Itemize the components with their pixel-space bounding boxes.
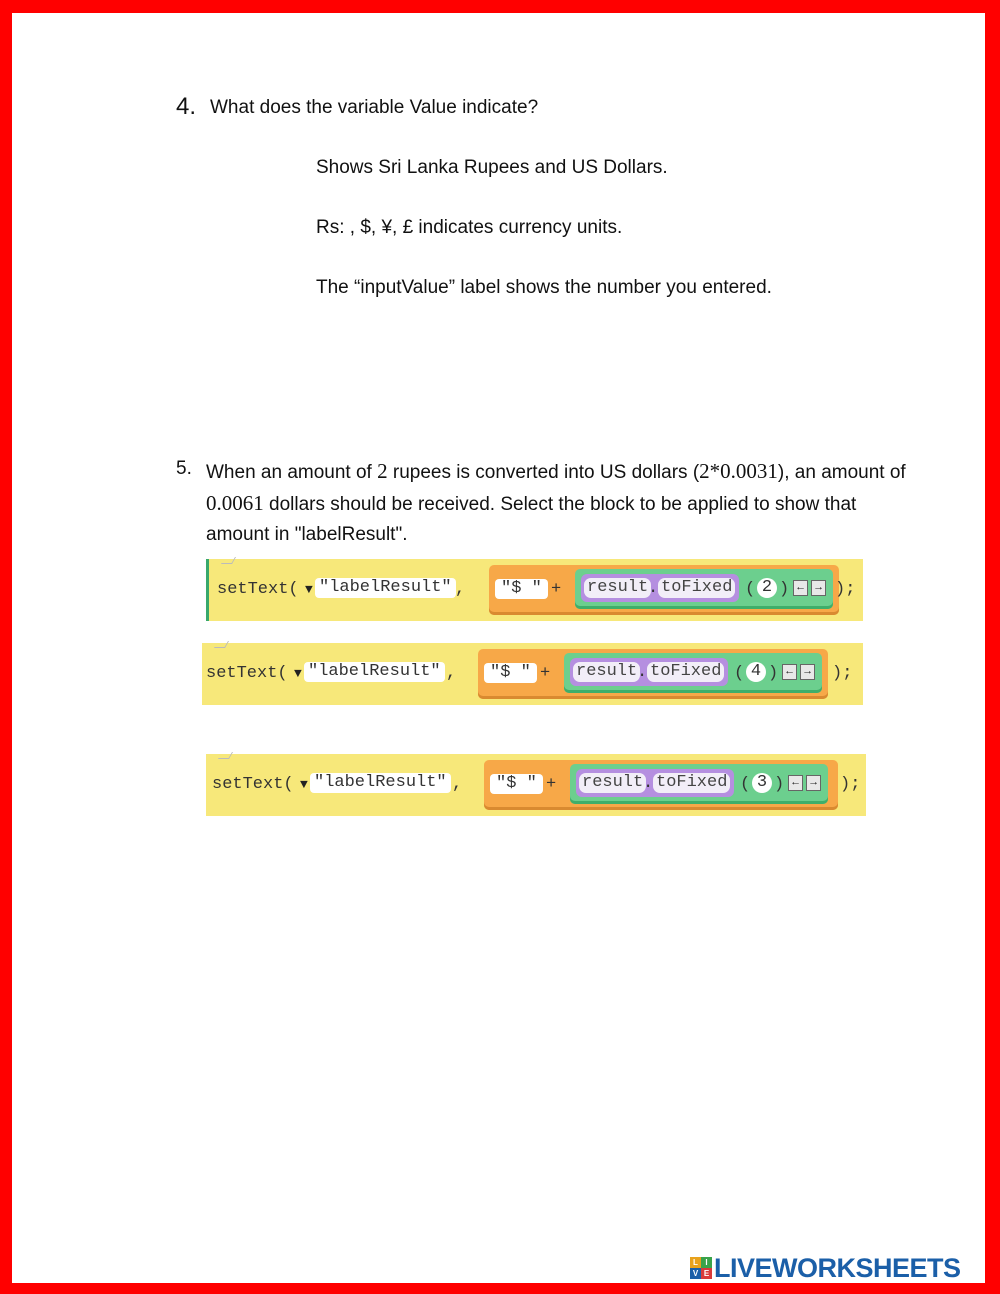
label-target-string: "labelResult" bbox=[315, 578, 456, 598]
tofixed-method: toFixed bbox=[658, 578, 735, 598]
code-block-option-2[interactable] bbox=[202, 643, 863, 705]
answer-line-1: Shows Sri Lanka Rupees and US Dollars. bbox=[316, 157, 668, 178]
decimal-digits: 3 bbox=[752, 773, 772, 793]
statement-end: ); bbox=[832, 664, 853, 683]
liveworksheets-logo[interactable] bbox=[690, 1252, 961, 1283]
question-5-part: dollars should be received. Select the block to be applied to show that amount in "labelResult". bbox=[206, 494, 857, 545]
liveworksheets-logo-icon: L I V E bbox=[690, 1257, 712, 1279]
plus-operator: + bbox=[551, 580, 562, 599]
property-block bbox=[570, 658, 728, 686]
code-block-option-3[interactable] bbox=[206, 754, 866, 816]
amount-value: 2 bbox=[377, 459, 388, 483]
tofixed-block bbox=[564, 653, 822, 693]
tofixed-method: toFixed bbox=[647, 662, 724, 682]
question-4-text: What does the variable Value indicate? bbox=[210, 97, 539, 118]
comma: , bbox=[446, 664, 457, 683]
logo-text: LIVEWORKSHEETS bbox=[714, 1252, 961, 1283]
result-variable: result bbox=[579, 773, 646, 793]
concat-block bbox=[484, 760, 838, 810]
question-4-number: 4. bbox=[176, 93, 197, 120]
dollar-string: "$ " bbox=[484, 663, 537, 683]
settext-label: setText( bbox=[212, 775, 294, 794]
statement-end: ); bbox=[835, 580, 856, 599]
arrow-right-icon[interactable]: → bbox=[811, 580, 826, 596]
question-5-part: When an amount of bbox=[206, 462, 378, 483]
dollar-string: "$ " bbox=[490, 774, 543, 794]
answer-line-2: Rs: , $, ¥, £ indicates currency units. bbox=[316, 217, 623, 238]
code-block-option-1[interactable] bbox=[206, 559, 863, 621]
dot: . bbox=[643, 774, 654, 793]
decimal-digits: 4 bbox=[746, 662, 766, 682]
tofixed-block bbox=[575, 569, 833, 609]
label-target-string: "labelResult" bbox=[310, 773, 451, 793]
property-block bbox=[581, 574, 739, 602]
paren-open: ( bbox=[740, 775, 751, 794]
arrow-right-icon[interactable]: → bbox=[800, 664, 815, 680]
paren-close: ) bbox=[774, 775, 785, 794]
comma: , bbox=[455, 580, 466, 599]
arrow-left-icon[interactable]: ← bbox=[788, 775, 803, 791]
answer-line-3: The “inputValue” label shows the number you entered. bbox=[316, 277, 772, 298]
question-5-text bbox=[206, 456, 906, 550]
arrow-left-icon[interactable]: ← bbox=[793, 580, 808, 596]
result-variable: result bbox=[573, 662, 640, 682]
question-5-part: ), an amount of bbox=[777, 462, 906, 483]
block-notch bbox=[221, 557, 236, 564]
dropdown-triangle-icon[interactable]: ▼ bbox=[305, 582, 313, 597]
tofixed-method: toFixed bbox=[653, 773, 730, 793]
dropdown-triangle-icon[interactable]: ▼ bbox=[300, 777, 308, 792]
worksheet-page bbox=[12, 13, 985, 1283]
label-target-string: "labelResult" bbox=[304, 662, 445, 682]
tofixed-block bbox=[570, 764, 828, 804]
paren-open: ( bbox=[734, 664, 745, 683]
plus-operator: + bbox=[546, 775, 557, 794]
statement-end: ); bbox=[840, 775, 861, 794]
concat-block bbox=[489, 565, 839, 615]
concat-block bbox=[478, 649, 828, 699]
property-block bbox=[576, 769, 734, 797]
question-5-part: rupees is converted into US dollars ( bbox=[387, 462, 700, 483]
paren-close: ) bbox=[768, 664, 779, 683]
block-notch bbox=[214, 641, 229, 648]
settext-label: setText( bbox=[217, 580, 299, 599]
dropdown-triangle-icon[interactable]: ▼ bbox=[294, 666, 302, 681]
decimal-digits: 2 bbox=[757, 578, 777, 598]
dollar-string: "$ " bbox=[495, 579, 548, 599]
result-value: 0.0061 bbox=[206, 491, 264, 515]
dot: . bbox=[637, 663, 648, 682]
question-5-number: 5. bbox=[176, 458, 192, 479]
settext-label: setText( bbox=[206, 664, 288, 683]
result-variable: result bbox=[584, 578, 651, 598]
dot: . bbox=[648, 579, 659, 598]
paren-close: ) bbox=[779, 580, 790, 599]
conversion-expression: 2*0.0031 bbox=[699, 459, 778, 483]
arrow-left-icon[interactable]: ← bbox=[782, 664, 797, 680]
paren-open: ( bbox=[745, 580, 756, 599]
arrow-right-icon[interactable]: → bbox=[806, 775, 821, 791]
comma: , bbox=[452, 775, 463, 794]
block-notch bbox=[218, 752, 233, 759]
plus-operator: + bbox=[540, 664, 551, 683]
